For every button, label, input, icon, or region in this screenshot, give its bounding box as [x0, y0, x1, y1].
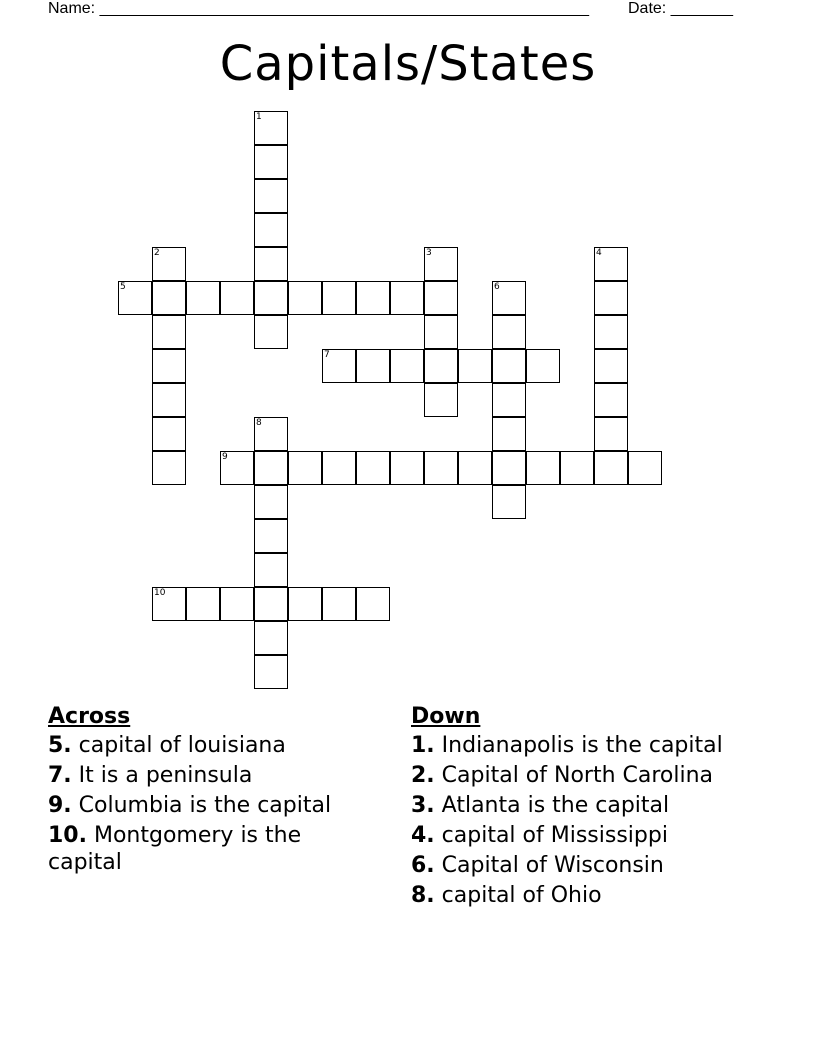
across-clues	[48, 702, 378, 879]
date-field: Date: _______	[628, 0, 733, 17]
grid-cell[interactable]	[288, 587, 322, 621]
grid-cell[interactable]	[458, 451, 492, 485]
grid-cell[interactable]	[254, 145, 288, 179]
grid-cell[interactable]	[526, 451, 560, 485]
clue-number: 5.	[48, 733, 72, 758]
grid-cell[interactable]	[492, 451, 526, 485]
name-field: Name: _______________________________________________________	[48, 0, 589, 17]
grid-cell[interactable]	[356, 587, 390, 621]
clue-text: capital of Ohio	[441, 883, 602, 908]
down-heading: Down	[411, 704, 481, 729]
grid-cell[interactable]	[254, 315, 288, 349]
clue-text: Atlanta is the capital	[441, 793, 670, 818]
grid-cell[interactable]	[152, 247, 186, 281]
grid-cell[interactable]	[492, 281, 526, 315]
grid-cell[interactable]	[594, 451, 628, 485]
grid-cell[interactable]	[254, 179, 288, 213]
grid-cell[interactable]	[594, 281, 628, 315]
clue-down-2	[411, 762, 771, 789]
grid-cell[interactable]	[594, 417, 628, 451]
cell-number: 9	[222, 452, 228, 462]
clue-number: 6.	[411, 853, 435, 878]
grid-cell[interactable]	[390, 281, 424, 315]
clue-number: 2.	[411, 763, 435, 788]
grid-cell[interactable]	[356, 451, 390, 485]
grid-cell[interactable]	[594, 383, 628, 417]
grid-cell[interactable]	[220, 281, 254, 315]
grid-cell[interactable]	[594, 247, 628, 281]
grid-cell[interactable]	[220, 451, 254, 485]
grid-cell[interactable]	[560, 451, 594, 485]
clue-down-1	[411, 732, 771, 759]
grid-cell[interactable]	[118, 281, 152, 315]
clue-text: Capital of North Carolina	[441, 763, 714, 788]
clue-number: 7.	[48, 763, 72, 788]
grid-cell[interactable]	[186, 281, 220, 315]
grid-cell[interactable]	[390, 451, 424, 485]
cell-number: 4	[596, 248, 602, 258]
grid-cell[interactable]	[152, 587, 186, 621]
grid-cell[interactable]	[492, 485, 526, 519]
grid-cell[interactable]	[458, 349, 492, 383]
grid-cell[interactable]	[288, 281, 322, 315]
grid-cell[interactable]	[152, 417, 186, 451]
clue-text: Capital of Wisconsin	[441, 853, 664, 878]
grid-cell[interactable]	[356, 281, 390, 315]
cell-number: 6	[494, 282, 500, 292]
grid-cell[interactable]	[492, 383, 526, 417]
grid-cell[interactable]	[390, 349, 424, 383]
grid-cell[interactable]	[492, 349, 526, 383]
grid-cell[interactable]	[356, 349, 390, 383]
grid-cell[interactable]	[152, 383, 186, 417]
grid-cell[interactable]	[220, 587, 254, 621]
cell-number: 5	[120, 282, 126, 292]
clue-across-7	[48, 762, 378, 789]
grid-cell[interactable]	[424, 281, 458, 315]
grid-cell[interactable]	[254, 451, 288, 485]
cell-number: 3	[426, 248, 432, 258]
grid-cell[interactable]	[594, 349, 628, 383]
down-clues	[411, 702, 771, 912]
clue-text: It is a peninsula	[78, 763, 253, 788]
grid-cell[interactable]	[322, 281, 356, 315]
grid-cell[interactable]	[254, 553, 288, 587]
grid-cell[interactable]	[254, 587, 288, 621]
grid-cell[interactable]	[254, 111, 288, 145]
grid-cell[interactable]	[628, 451, 662, 485]
across-heading: Across	[48, 704, 131, 729]
grid-cell[interactable]	[254, 247, 288, 281]
clue-number: 10.	[48, 823, 87, 848]
cell-number: 10	[154, 588, 166, 598]
clue-number: 1.	[411, 733, 435, 758]
grid-cell[interactable]	[254, 655, 288, 689]
page-title: Capitals/States	[219, 36, 597, 92]
grid-cell[interactable]	[424, 383, 458, 417]
clue-across-9	[48, 792, 378, 819]
cell-number: 8	[256, 418, 262, 428]
cell-number: 7	[324, 350, 330, 360]
grid-cell[interactable]	[492, 315, 526, 349]
grid-cell[interactable]	[492, 417, 526, 451]
clue-number: 4.	[411, 823, 435, 848]
grid-cell[interactable]	[186, 587, 220, 621]
grid-cell[interactable]	[288, 451, 322, 485]
clue-text: Columbia is the capital	[78, 793, 332, 818]
grid-cell[interactable]	[424, 315, 458, 349]
clue-text: Montgomery is the capital	[48, 823, 302, 875]
grid-cell[interactable]	[152, 315, 186, 349]
clue-number: 3.	[411, 793, 435, 818]
clue-down-8	[411, 882, 771, 909]
grid-cell[interactable]	[254, 213, 288, 247]
grid-cell[interactable]	[254, 281, 288, 315]
clue-down-6	[411, 852, 771, 879]
grid-cell[interactable]	[152, 281, 186, 315]
clue-across-10	[48, 822, 378, 876]
grid-cell[interactable]	[254, 485, 288, 519]
grid-cell[interactable]	[424, 247, 458, 281]
clue-text: capital of louisiana	[78, 733, 286, 758]
grid-cell[interactable]	[254, 621, 288, 655]
grid-cell[interactable]	[424, 349, 458, 383]
grid-cell[interactable]	[254, 417, 288, 451]
clue-across-5	[48, 732, 378, 759]
grid-cell[interactable]	[424, 451, 458, 485]
clue-number: 9.	[48, 793, 72, 818]
grid-cell[interactable]	[322, 587, 356, 621]
grid-cell[interactable]	[254, 519, 288, 553]
grid-cell[interactable]	[594, 315, 628, 349]
cell-number: 2	[154, 248, 160, 258]
grid-cell[interactable]	[526, 349, 560, 383]
grid-cell[interactable]	[322, 451, 356, 485]
clue-number: 8.	[411, 883, 435, 908]
grid-cell[interactable]	[152, 349, 186, 383]
grid-cell[interactable]	[152, 451, 186, 485]
clue-text: capital of Mississippi	[441, 823, 668, 848]
clue-down-3	[411, 792, 771, 819]
clue-down-4	[411, 822, 771, 849]
cell-number: 1	[256, 112, 262, 122]
clue-text: Indianapolis is the capital	[441, 733, 723, 758]
grid-cell[interactable]	[322, 349, 356, 383]
